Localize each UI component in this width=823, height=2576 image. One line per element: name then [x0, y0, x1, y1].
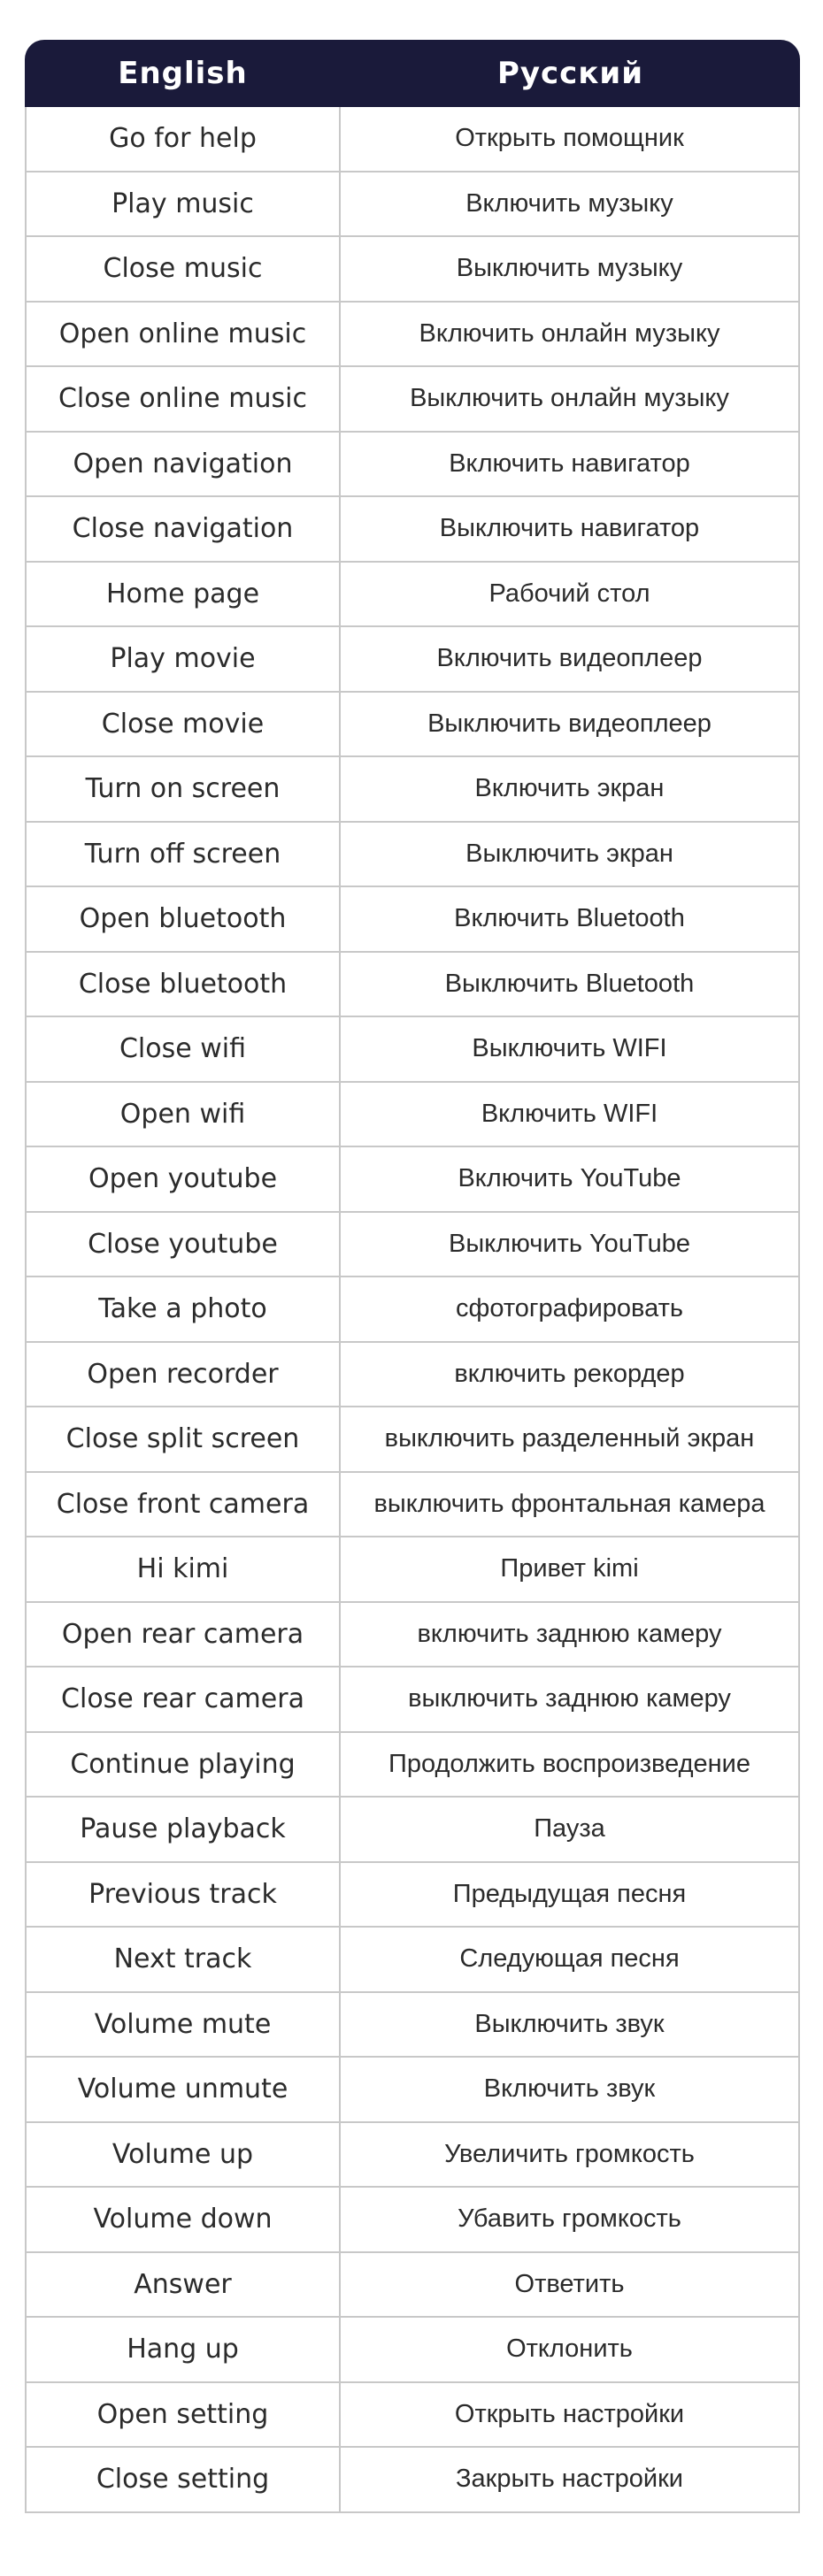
table-row: [27, 497, 798, 563]
cell-russian: Пауза: [534, 1814, 605, 1844]
table-row: [27, 1928, 798, 1993]
table-row: [27, 1473, 798, 1538]
cell-english: Hang up: [27, 2318, 341, 2381]
header-english: English: [118, 56, 248, 91]
cell-russian: Включить Bluetooth: [454, 904, 685, 933]
cell-russian: Привет kimi: [500, 1554, 639, 1583]
header-russian: Русский: [496, 56, 644, 91]
cell-english: Open recorder: [27, 1343, 341, 1407]
table-row: [27, 1277, 798, 1343]
cell-english: Close movie: [27, 693, 341, 756]
cell-english: Open online music: [27, 303, 341, 366]
table-row: [27, 1407, 798, 1473]
table-row: [27, 693, 798, 758]
cell-english: Take a photo: [27, 1277, 341, 1341]
table-row: [27, 1017, 798, 1083]
cell-english: Open rear camera: [27, 1603, 341, 1667]
cell-russian: Отклонить: [506, 2334, 633, 2364]
table-row: [27, 1537, 798, 1603]
cell-english: Volume up: [27, 2123, 341, 2187]
cell-russian: Включить онлайн музыку: [419, 318, 720, 348]
table-row: [27, 2123, 798, 2189]
cell-russian: выключить заднюю камеру: [408, 1684, 731, 1714]
table-row: [27, 2448, 798, 2513]
cell-russian: Включить YouTube: [458, 1164, 681, 1193]
cell-russian: Выключить онлайн музыку: [410, 384, 729, 413]
cell-russian: Выключить экран: [465, 839, 673, 868]
cell-english: Answer: [27, 2253, 341, 2317]
cell-english: Open wifi: [27, 1083, 341, 1146]
cell-english: Hi kimi: [27, 1537, 341, 1601]
table-row: [27, 2188, 798, 2253]
cell-english: Close music: [27, 237, 341, 301]
cell-russian: выключить фронтальная камера: [373, 1489, 765, 1518]
cell-russian: Включить WIFI: [481, 1099, 658, 1128]
table-row: [27, 1733, 798, 1798]
cell-russian: включить рекордер: [454, 1359, 685, 1388]
table-row: [27, 1147, 798, 1213]
cell-english: Close setting: [27, 2448, 341, 2511]
table-row: [27, 627, 798, 693]
table-row: [27, 2318, 798, 2383]
table-row: [27, 303, 798, 368]
cell-russian: Открыть помощник: [455, 124, 684, 153]
cell-english: Next track: [27, 1928, 341, 1991]
cell-russian: Выключить звук: [474, 2009, 665, 2038]
cell-russian: Продолжить воспроизведение: [388, 1749, 750, 1778]
cell-english: Close youtube: [27, 1213, 341, 1276]
table-row: [27, 1668, 798, 1733]
cell-english: Close rear camera: [27, 1668, 341, 1731]
cell-english: Volume unmute: [27, 2058, 341, 2121]
cell-english: Close online music: [27, 367, 341, 431]
table-row: [27, 1343, 798, 1408]
table-row: [27, 2253, 798, 2319]
cell-english: Turn on screen: [27, 757, 341, 821]
cell-english: Open youtube: [27, 1147, 341, 1211]
cell-russian: Рабочий стол: [488, 579, 650, 608]
table-row: [27, 1993, 798, 2058]
table-row: [27, 172, 798, 238]
table-row: [27, 887, 798, 953]
table-row: [27, 757, 798, 823]
cell-russian: Убавить громкость: [458, 2204, 681, 2234]
cell-english: Close split screen: [27, 1407, 341, 1471]
cell-russian: Включить видеоплеер: [436, 644, 703, 673]
cell-russian: Закрыть настройки: [455, 2465, 684, 2494]
table-row: [27, 2383, 798, 2449]
cell-russian: Следующая песня: [459, 1944, 680, 1974]
cell-english: Turn off screen: [27, 823, 341, 886]
cell-russian: Включить музыку: [465, 188, 673, 218]
table-row: [27, 1798, 798, 1863]
cell-english: Go for help: [27, 107, 341, 171]
cell-english: Volume down: [27, 2188, 341, 2251]
cell-russian: Предыдущая песня: [452, 1879, 687, 1908]
cell-english: Close wifi: [27, 1017, 341, 1081]
table-row: [27, 953, 798, 1018]
cell-english: Volume mute: [27, 1993, 341, 2057]
table-row: [27, 1213, 798, 1278]
table-row: [27, 1863, 798, 1928]
cell-russian: Включить экран: [474, 774, 665, 803]
cell-english: Close front camera: [27, 1473, 341, 1537]
voice-command-table: [25, 40, 800, 2513]
cell-english: Previous track: [27, 1863, 341, 1927]
cell-english: Home page: [27, 563, 341, 626]
table-row: [27, 237, 798, 303]
cell-english: Continue playing: [27, 1733, 341, 1797]
table-row: [27, 2058, 798, 2123]
cell-russian: включить заднюю камеру: [417, 1619, 722, 1648]
cell-russian: выключить разделенный экран: [384, 1424, 755, 1453]
cell-russian: Ответить: [514, 2269, 625, 2298]
cell-russian: Выключить WIFI: [472, 1034, 667, 1063]
table-header: [25, 40, 800, 107]
cell-russian: Увеличить громкость: [444, 2139, 695, 2168]
cell-english: Open navigation: [27, 433, 341, 496]
cell-russian: сфотографировать: [455, 1294, 684, 1323]
cell-english: Close navigation: [27, 497, 341, 561]
cell-russian: Выключить Bluetooth: [444, 969, 695, 998]
cell-russian: Выключить навигатор: [439, 514, 700, 543]
cell-english: Play music: [27, 172, 341, 236]
cell-english: Pause playback: [27, 1798, 341, 1861]
table-row: [27, 107, 798, 172]
cell-russian: Открыть настройки: [454, 2399, 685, 2428]
table-row: [27, 563, 798, 628]
cell-russian: Включить звук: [483, 2074, 656, 2104]
table-row: [27, 1603, 798, 1668]
cell-english: Open setting: [27, 2383, 341, 2447]
cell-english: Open bluetooth: [27, 887, 341, 951]
cell-english: Play movie: [27, 627, 341, 691]
table-row: [27, 367, 798, 433]
cell-russian: Выключить YouTube: [449, 1229, 690, 1258]
table-body: [25, 107, 800, 2513]
cell-russian: Выключить видеоплеер: [427, 709, 711, 738]
cell-english: Close bluetooth: [27, 953, 341, 1016]
cell-russian: Выключить музыку: [456, 254, 683, 283]
table-row: [27, 823, 798, 888]
cell-russian: Включить навигатор: [449, 448, 690, 478]
table-row: [27, 433, 798, 498]
table-row: [27, 1083, 798, 1148]
